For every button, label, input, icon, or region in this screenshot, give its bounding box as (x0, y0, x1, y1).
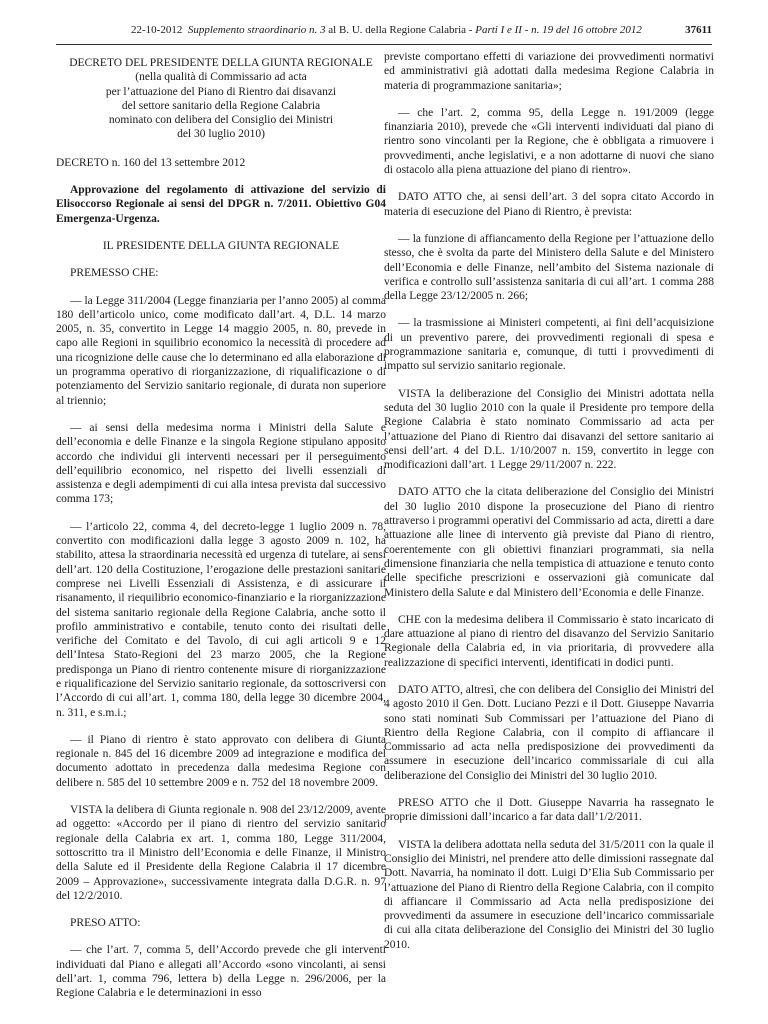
paragraph: — la funzione di affiancamento della Regione per l’attuazione dello stesso, che è svolta da parte del Ministero della Salute e del Ministero dell’Economia e delle Finanze, nell’ambito del Sistema nazionale di verifica e controllo sull’assistenza sanitaria di cui all’art. 1 comma 288 della Legge 23/12/2005 n. 266; (384, 232, 714, 303)
paragraph: PRESO ATTO che il Dott. Giuseppe Navarria ha rassegnato le proprie dimissioni dall’incarico a far data dall’1/2/2011. (384, 797, 714, 824)
decree-number: DECRETO n. 160 del 13 settembre 2012 (56, 156, 246, 169)
decree-title-line: DECRETO DEL PRESIDENTE DELLA GIUNTA REGIONALE (69, 57, 373, 69)
decree-title-line: (nella qualità di Commissario ad acta (135, 71, 307, 84)
paragraph: VISTA la deliberazione del Consiglio dei Ministri adottata nella seduta del 30 luglio 2010 con la quale il Presidente pro tempore della Regione Calabria è stato nominato Commissario ad acta per l’attuazione del Piano di Rientro dai disavanzi del settore sanitario ai sensi dell’art. 4 del D.L. 1/10/2007 n. 159, convertito in legge con modificazioni dall’art. 1 Legge 29/11/2007 n. 222. (384, 387, 714, 472)
paragraph: CHE con la medesima delibera il Commissario è stato incaricato di dare attuazione al piano di rientro del disavanzo del Servizio Sanitario Regionale della Calabria ed, in via prioritaria, di provvedere alla realizzazione di specifici interventi, identificati in dodici punti. (384, 613, 714, 669)
page-header (56, 22, 712, 38)
decree-subject: Approvazione del regolamento di attivazione del servizio di Elisoccorso Regionale ai sensi del DPGR n. 7/2011. Obiettivo G04 Emergenza-Urgenza. (56, 184, 386, 225)
header-date: 22-10-2012 (131, 24, 183, 36)
premesso-heading: PREMESSO CHE: (70, 267, 159, 280)
paragraph: VISTA la delibera di Giunta regionale n. 908 del 23/12/2009, avente ad oggetto: «Accordo per il piano di rientro del servizio sanitario regionale della Calabria ex art. 1, comma 180, Legge 311/2004, sottoscritto tra il Ministro dell’Economia e delle Finanze, il Ministro della Salute ed il Presidente della Regione Calabria il 17 dicembre 2009 – Approvazione», successivamente integrata dalla D.G.R. n. 97 del 12/2/2010. (56, 804, 386, 902)
decree-title-line: nominato con delibera del Consiglio dei Ministri (108, 114, 334, 127)
decree-title-line: per l’attuazione del Piano di Rientro dai disavanzi (105, 85, 337, 98)
page-number: 37611 (685, 24, 712, 36)
paragraph: DATO ATTO che, ai sensi dell’art. 3 del sopra citato Accordo in materia di esecuzione del Piano di Rientro, è prevista: (384, 191, 714, 218)
president-heading: IL PRESIDENTE DELLA GIUNTA REGIONALE (102, 239, 340, 252)
paragraph: — che l’art. 2, comma 95, della Legge n. 191/2009 (legge finanziaria 2010), prevede che «Gli interventi individuati dal piano di rientro sono vincolanti per la Regione, che è obbligata a rimuovere i provvedimenti, anche legislativi, e a non adottarne di nuovi che siano di ostacolo alla piena attuazione del piano di rientro». (384, 106, 714, 177)
paragraph: — la Legge 311/2004 (Legge finanziaria per l’anno 2005) al comma 180 dell’articolo unico, come modificato dall’art. 4, D.L. 14 marzo 2005, n. 35, convertito in Legge 14 maggio 2005, n. 80, prevede in capo alle Regioni in squilibrio economico la necessità di procedere ad una ricognizione delle cause che lo determinano ed alla elaborazione di un programma operativo di riorganizzazione, di riqualificazione o di potenziamento del Servizio sanitario regionale, di durata non superiore al triennio; (56, 294, 386, 407)
header-text (131, 22, 642, 38)
paragraph: — la trasmissione ai Ministeri competenti, ai fini dell’acquisizione di un preventivo parere, dei provvedimenti regionali di spesa e programmazione sanitaria e, comunque, di tutti i provvedimenti di impatto sul servizio sanitario regionale. (384, 317, 714, 373)
paragraph: — che l’art. 7, comma 5, dell’Accordo prevede che gli interventi individuati dal Piano e allegati all’Accordo «sono vincolanti, ai sensi dell’art. 1, comma 796, lettera b) della Legge n. 296/2006, per la Regione Calabria e le determinazioni in esso (56, 944, 386, 1000)
decree-title-line: del settore sanitario della Regione Calabria (121, 99, 321, 112)
paragraph: previste comportano effetti di variazione dei provvedimenti normativi ed amministrativi già adottati dalla medesima Regione Calabria in materia di programmazione sanitaria»; (384, 51, 714, 92)
decree-title (56, 56, 386, 142)
paragraph: — l’articolo 22, comma 4, del decreto-legge 1 luglio 2009 n. 78, convertito con modificazioni dalla legge 3 agosto 2009 n. 102, ha stabilito, attesa la straordinaria necessità ed urgenza di tutelare, ai sensi dell’art. 120 della Costituzione, l’erogazione delle prestazioni sanitarie comprese nei Livelli Essenziali di Assistenza, e di assicurare il risanamento, il riequilibrio economico-finanziario e la riorganizzazione del sistema sanitario regionale della Regione Calabria, anche sotto il profilo amministrativo e contabile, tenuto conto dei risultati delle verifiche del Comitato e del Tavolo, di cui agli articoli 9 e 12 dell’Intesa Stato-Regioni del 23 marzo 2005, che la Regione predisponga un Piano di rientro contenente misure di riorganizzazione e riqualificazione del Servizio sanitario regionale, da sottoscriversi con l’Accordo di cui all’art. 1, comma 180, della legge 30 dicembre 2004, n. 311, e s.m.i.; (56, 520, 386, 719)
header-supplement: Supplemento straordinario n. 3 (187, 24, 326, 36)
header-bulletin: al B. U. della Regione Calabria - (325, 24, 476, 36)
decree-title-line: del 30 luglio 2010) (177, 128, 265, 141)
paragraph: — ai sensi della medesima norma i Ministri della Salute e dell’economia e delle Finanze e la singola Regione stipulano apposito accordo che individui gli interventi necessari per il perseguimento dell’equilibrio economico, nel rispetto dei livelli essenziali di assistenza e degli adempimenti di cui alla intesa prevista dal successivo comma 173; (56, 421, 386, 506)
right-column (384, 50, 714, 1024)
preso-atto-heading: PRESO ATTO: (70, 917, 141, 930)
paragraph: VISTA la delibera adottata nella seduta del 31/5/2011 con la quale il Consiglio dei Ministri, nel prendere atto delle dimissioni rassegnate dal Dott. Navarria, ha nominato il dott. Luigi D’Elia Sub Commissario per l’attuazione del Piano di Rientro della Regione Calabria, con il compito di affiancare il Commissario ad Acta nella predisposizione dei provvedimenti da assumere in esecuzione dell’incarico commissariale di cui alla citata deliberazione del Consiglio dei Ministri del 30 luglio 2010. (384, 838, 714, 951)
paragraph: DATO ATTO che la citata deliberazione del Consiglio dei Ministri del 30 luglio 2010 dispone la prosecuzione del Piano di rientro attraverso i programmi operativi del Commissario ad acta, diretti a dare attuazione alle linee di intervento già previste dal Piano di rientro, coerentemente con gli obiettivi finanziari programmati, sia nella dimensione finanziaria che nella tempistica di attuazione e tenuto conto delle specifiche prescrizioni e osservazioni già comunicate dal Ministero della Salute e dal Ministero dell’Economia e delle Finanze. (384, 486, 714, 599)
header-parts: Parti I e II - n. 19 del 16 ottobre 2012 (475, 24, 642, 36)
left-column (56, 50, 386, 1024)
header-rule (56, 44, 712, 45)
paragraph: DATO ATTO, altresì, che con delibera del Consiglio dei Ministri del 4 agosto 2010 il Gen. Dott. Luciano Pezzi e il Dott. Giuseppe Navarria sono stati nominati Sub Commissari per l’attuazione del Piano di Rientro della Regione Calabria, con il compito di affiancare il Commissario ad acta nella predisposizione dei provvedimenti da assumere in esecuzione dell’incarico commissariale di cui alla deliberazione del Consiglio dei Ministri del 30 luglio 2010. (384, 683, 714, 782)
paragraph: — il Piano di rientro è stato approvato con delibera di Giunta regionale n. 845 del 16 dicembre 2009 ad integrazione e modifica del documento adottato in precedenza dalla medesima Regione con delibere n. 585 del 10 settembre 2009 e n. 752 del 18 novembre 2009. (56, 733, 386, 789)
